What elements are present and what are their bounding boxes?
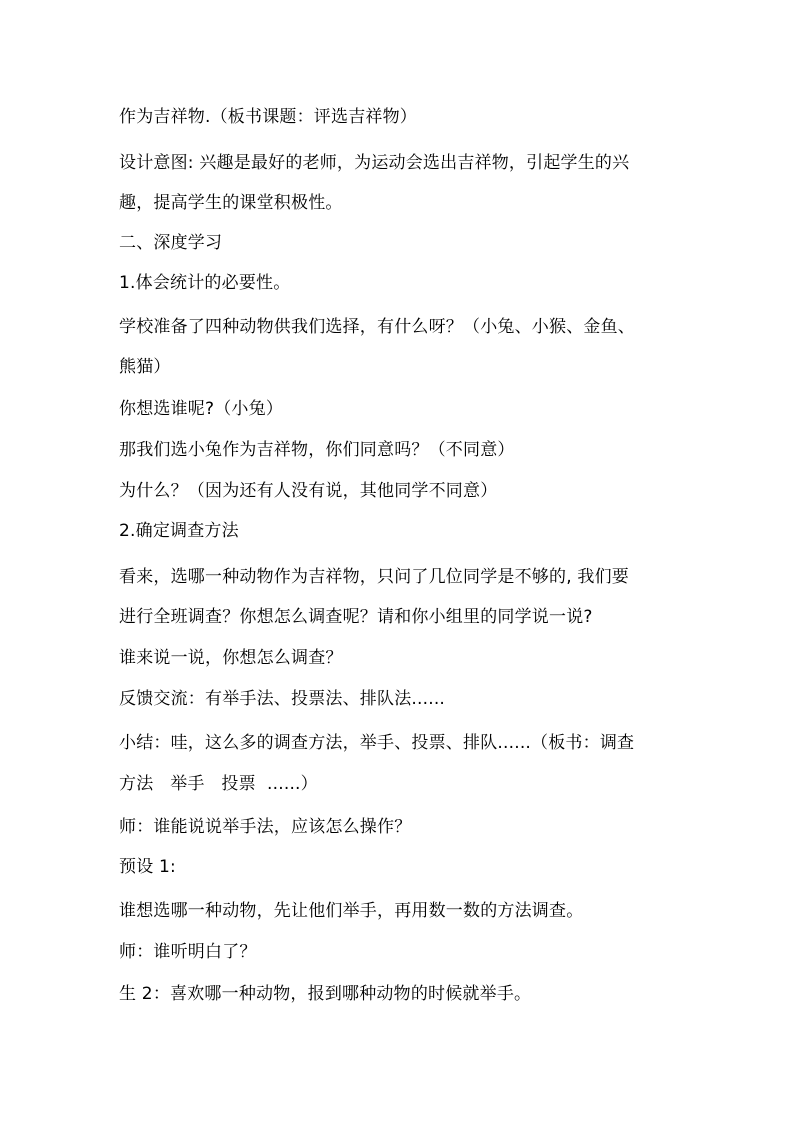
text-line: 学校准备了四种动物供我们选择，有什么呀？（小兔、小猴、金鱼、 <box>119 317 635 337</box>
text-line: 趣，提高学生的课堂积极性。 <box>119 193 343 213</box>
text-line: 那我们选小兔作为吉祥物，你们同意吗？（不同意） <box>119 440 515 460</box>
text-line: 师：谁听明白了？ <box>119 942 257 962</box>
text-line: 你想选谁呢?（小兔） <box>119 399 284 419</box>
text-line: 方法 举手 投票 ......） <box>119 774 318 794</box>
text-line: 生 2：喜欢哪一种动物，报到哪种动物的时候就举手。 <box>119 984 532 1004</box>
text-line: 师：谁能说说举手法，应该怎么操作？ <box>119 817 412 837</box>
text-line: 看来，选哪一种动物作为吉祥物，只问了几位同学是不够的, 我们要 <box>119 567 630 587</box>
text-line: 熊猫） <box>119 357 171 377</box>
text-line: 谁来说一说，你想怎么调查？ <box>119 648 343 668</box>
text-line: 谁想选哪一种动物，先让他们举手，再用数一数的方法调查。 <box>119 901 584 921</box>
text-line: 反馈交流：有举手法、投票法、排队法...... <box>119 689 446 709</box>
text-line: 作为吉祥物.（板书课题：评选吉祥物） <box>119 107 418 127</box>
subsection-heading: 2.确定调查方法 <box>119 521 239 541</box>
text-line: 设计意图: 兴趣是最好的老师，为运动会选出吉祥物，引起学生的兴 <box>119 153 630 173</box>
text-line: 预设 1: <box>119 857 176 877</box>
text-line: 为什么？（因为还有人没有说，其他同学不同意） <box>119 481 498 501</box>
text-line: 小结：哇，这么多的调查方法，举手、投票、排队......（板书：调查 <box>119 733 635 753</box>
section-heading: 二、深度学习 <box>119 233 223 253</box>
subsection-heading: 1.体会统计的必要性。 <box>119 273 291 293</box>
text-line: 进行全班调查？你想怎么调查呢？请和你小组里的同学说一说? <box>119 607 593 627</box>
